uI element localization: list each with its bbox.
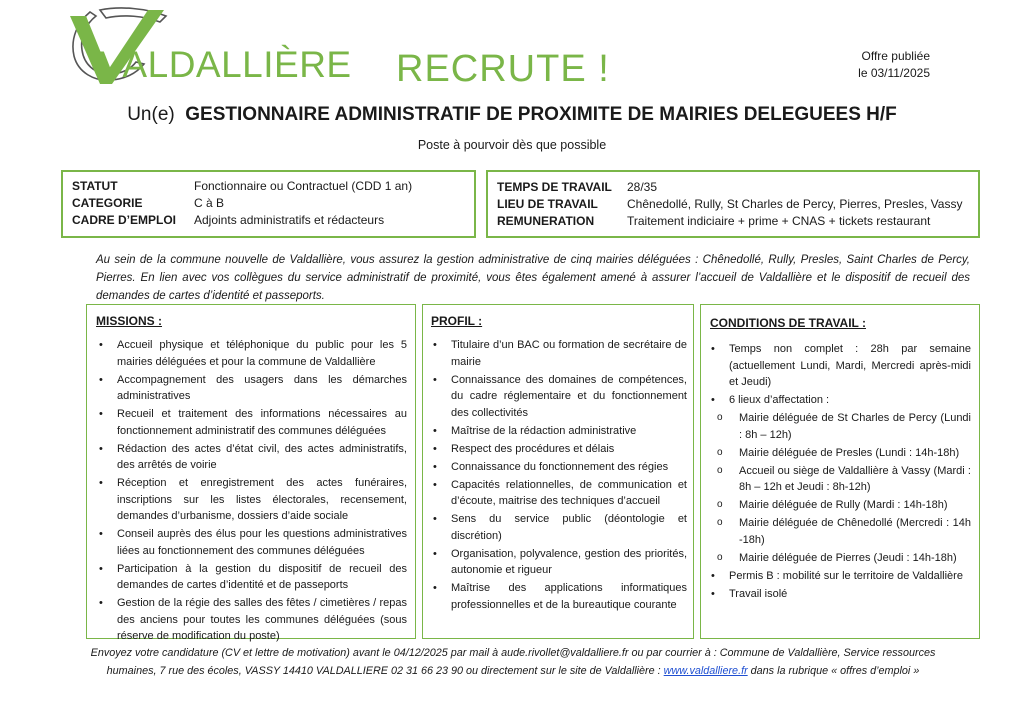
missions-list <box>95 337 407 646</box>
temps-value: 28/35 <box>627 180 658 194</box>
list-item: • Connaissance du fonctionnement des régies <box>429 459 687 476</box>
list-item: • Accompagnement des usagers dans les démarches administratives <box>95 372 407 405</box>
list-item: • Respect des procédures et délais <box>429 441 687 458</box>
lieu-label: LIEU DE TRAVAIL <box>497 197 598 211</box>
list-item: • Rédaction des actes d’état civil, des actes administratifs, des arrêtés de voirie <box>95 441 407 474</box>
application-instructions <box>80 644 946 680</box>
brand-name: VALDALLIÈRE <box>100 44 352 85</box>
availability-note: Poste à pourvoir dès que possible <box>417 138 607 152</box>
footer-text: Envoyez votre candidature (CV et lettre de motivation) avant le 04/12/2025 par mail à aude.rivollet@valdalliere.fr ou par courrier à : Commune de Valdallière, Service ressources humaines, 7 rue des écoles, VASSY 14410 VALDALLIERE 02 31 66 23 90 ou directement sur le site de Valdallière : <box>90 647 936 677</box>
work-conditions-box <box>486 170 980 238</box>
list-item: • Travail isolé <box>707 586 971 603</box>
website-link[interactable]: www.valdalliere.fr <box>663 665 748 677</box>
publication-date <box>830 48 930 82</box>
remuneration-label: REMUNERATION <box>497 214 595 228</box>
missions-heading: MISSIONS : <box>96 314 163 328</box>
status-box <box>61 170 476 238</box>
list-item: • Permis B : mobilité sur le territoire de Valdallière <box>707 568 971 585</box>
intro-paragraph: Au sein de la commune nouvelle de Valdallière, vous assurez la gestion administrative de cinq mairies déléguées : Chênedollé, Rully, Presles, Saint Charles de Percy, Pierres. En lien avec vos collègues du service administratif de proximité, vous êtes également amené à assurer l’accueil de Valdallière et le dispositif de recueil des demandes de cartes d’identité et passeports. <box>96 254 970 302</box>
list-item: • Réception et enregistrement des actes funéraires, inscriptions sur les listes électorales, recensement, demandes d’urbanisme, dossiers d’aide sociale <box>95 475 407 525</box>
list-item: • Accueil physique et téléphonique du public pour les 5 mairies déléguées et pour la commune de Valdallière <box>95 337 407 370</box>
lieu-value: Chênedollé, Rully, St Charles de Percy, Pierres, Presles, Vassy <box>627 197 963 211</box>
list-item: • Conseil auprès des élus pour les questions administratives liées au fonctionnement des communes déléguées <box>95 526 407 559</box>
list-item: • 6 lieux d’affectation : <box>707 392 971 409</box>
temps-label: TEMPS DE TRAVAIL <box>497 180 612 194</box>
list-item: • Capacités relationnelles, de communication et d’écoute, maitrise des techniques d’accueil <box>429 477 687 510</box>
statut-value: Fonctionnaire ou Contractuel (CDD 1 an) <box>194 179 413 193</box>
list-item: o Mairie déléguée de Rully (Mardi : 14h-18h) <box>707 497 971 514</box>
list-item: o Mairie déléguée de Presles (Lundi : 14h-18h) <box>707 445 971 462</box>
profil-heading: PROFIL : <box>431 314 483 328</box>
statut-label: STATUT <box>72 179 118 193</box>
categorie-value: C à B <box>194 196 225 210</box>
list-item: • Connaissance des domaines de compétences, du cadre réglementaire et du fonctionnement des collectivités <box>429 372 687 422</box>
cadre-value: Adjoints administratifs et rédacteurs <box>194 213 385 227</box>
title-main: GESTIONNAIRE ADMINISTRATIF DE PROXIMITE DE MAIRIES DELEGUEES H/F <box>185 104 897 125</box>
job-title <box>0 104 1024 126</box>
list-item: • Maîtrise des applications informatiques professionnelles et de la bureautique courante <box>429 580 687 613</box>
list-item: • Recueil et traitement des informations nécessaires au fonctionnement administratif des communes déléguées <box>95 406 407 439</box>
publication-label: Offre publiée <box>861 49 930 63</box>
list-item: • Sens du service public (déontologie et discrétion) <box>429 511 687 544</box>
list-item: • Maîtrise de la rédaction administrative <box>429 423 687 440</box>
list-item: o Mairie déléguée de Pierres (Jeudi : 14h-18h) <box>707 550 971 567</box>
list-item: • Gestion de la régie des salles des fêtes / cimetières / repas des anciens pour toutes les communes déléguées (sous réserve de modification du poste) <box>95 595 407 645</box>
title-prefix: Un(e) <box>127 104 175 125</box>
footer-text-end: dans la rubrique « offres d’emploi » <box>747 665 920 677</box>
list-item: • Participation à la gestion du dispositif de recueil des demandes de cartes d’identité et de passeports <box>95 561 407 594</box>
conditions-list <box>707 341 971 604</box>
list-item: o Mairie déléguée de Chênedollé (Mercredi : 14h -18h) <box>707 515 971 548</box>
missions-column <box>86 304 416 642</box>
recrute-heading: RECRUTE ! <box>396 48 610 90</box>
profil-list <box>429 337 687 615</box>
conditions-heading: CONDITIONS DE TRAVAIL : <box>710 316 866 330</box>
list-item: • Organisation, polyvalence, gestion des priorités, autonomie et rigueur <box>429 546 687 579</box>
list-item: • Temps non complet : 28h par semaine (actuellement Lundi, Mardi, Mercredi après-midi et Jeudi) <box>707 341 971 391</box>
list-item: o Accueil ou siège de Valdallière à Vassy (Mardi : 8h – 12h et Jeudi : 8h-12h) <box>707 463 971 496</box>
profil-column <box>422 304 694 639</box>
list-item: • Titulaire d’un BAC ou formation de secrétaire de mairie <box>429 337 687 370</box>
publication-date-value: le 03/11/2025 <box>858 66 930 80</box>
cadre-label: CADRE D’EMPLOI <box>72 213 177 227</box>
conditions-column <box>700 304 980 639</box>
list-item: o Mairie déléguée de St Charles de Percy (Lundi : 8h – 12h) <box>707 410 971 443</box>
categorie-label: CATEGORIE <box>72 196 143 210</box>
remuneration-value: Traitement indiciaire + prime + CNAS + tickets restaurant <box>627 214 931 228</box>
